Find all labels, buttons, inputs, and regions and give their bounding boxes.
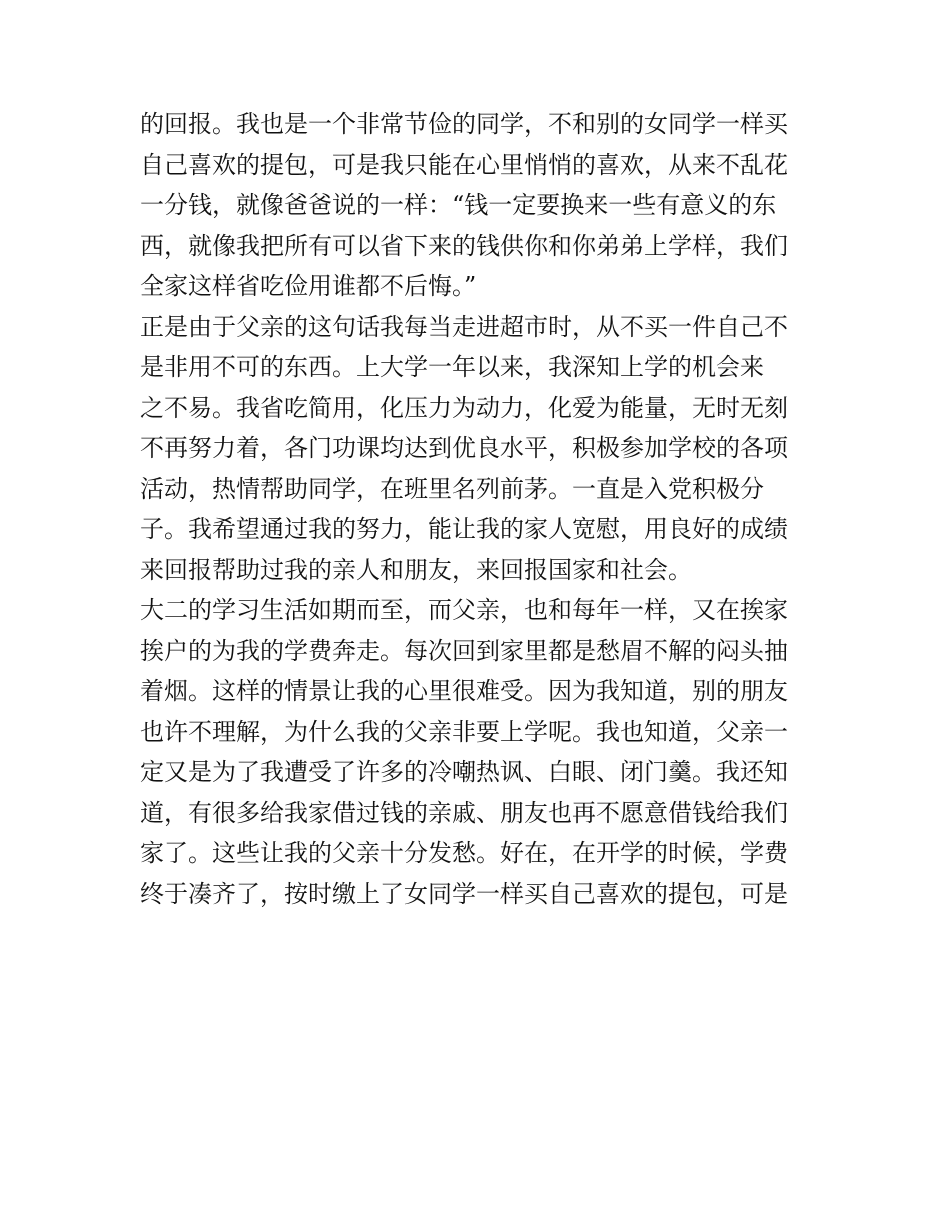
text-line: 大二的学习生活如期而至，而父亲，也和每年一样，又在挨家 [140,596,788,624]
text-line: 来回报帮助过我的亲人和朋友，来回报国家和社会。 [140,555,692,584]
text-line: 终于凑齐了，按时缴上了女同学一样买自己喜欢的提包，可是 [140,879,788,908]
text-line: 之不易。我省吃简用，化压力为动力，化爱为能量，无时无刻 [140,393,788,422]
text-line: 家了。这些让我的父亲十分发愁。好在，在开学的时候，学费 [140,839,788,867]
text-line: 西，就像我把所有可以省下来的钱供你和你弟弟上学样，我们 [140,231,788,260]
text-line: 一分钱，就像爸爸说的一样：“钱一定要换来一些有意义的东 [140,191,777,219]
text-line: 定又是为了我遭受了许多的冷嘲热讽、白眼、闭门羹。我还知 [140,758,788,786]
text-line: 不再努力着，各门功课均达到优良水平，积极参加学校的各项 [140,434,788,462]
text-line: 子。我希望通过我的努力，能让我的家人宽慰，用良好的成绩 [140,515,788,543]
text-line: 活动，热情帮助同学，在班里名列前茅。一直是入党积极分 [140,474,764,503]
text-line: 着烟。这样的情景让我的心里很难受。因为我知道，别的朋友 [140,677,788,705]
text-line: 挨户的为我的学费奔走。每次回到家里都是愁眉不解的闷头抽 [140,636,788,665]
text-line: 自己喜欢的提包，可是我只能在心里悄悄的喜欢，从来不乱花 [140,150,788,179]
text-line: 正是由于父亲的这句话我每当走进超市时，从不买一件自己不 [140,312,788,341]
body-text [140,104,812,914]
text-line: 全家这样省吃俭用谁都不后悔。” [140,272,477,300]
text-line: 的回报。我也是一个非常节俭的同学，不和别的女同学一样买 [140,110,788,138]
text-line: 也许不理解，为什么我的父亲非要上学呢。我也知道，父亲一 [140,717,788,746]
text-line: 道，有很多给我家借过钱的亲戚、朋友也再不愿意借钱给我们 [140,798,788,827]
text-line: 是非用不可的东西。上大学一年以来，我深知上学的机会来 [140,353,764,381]
